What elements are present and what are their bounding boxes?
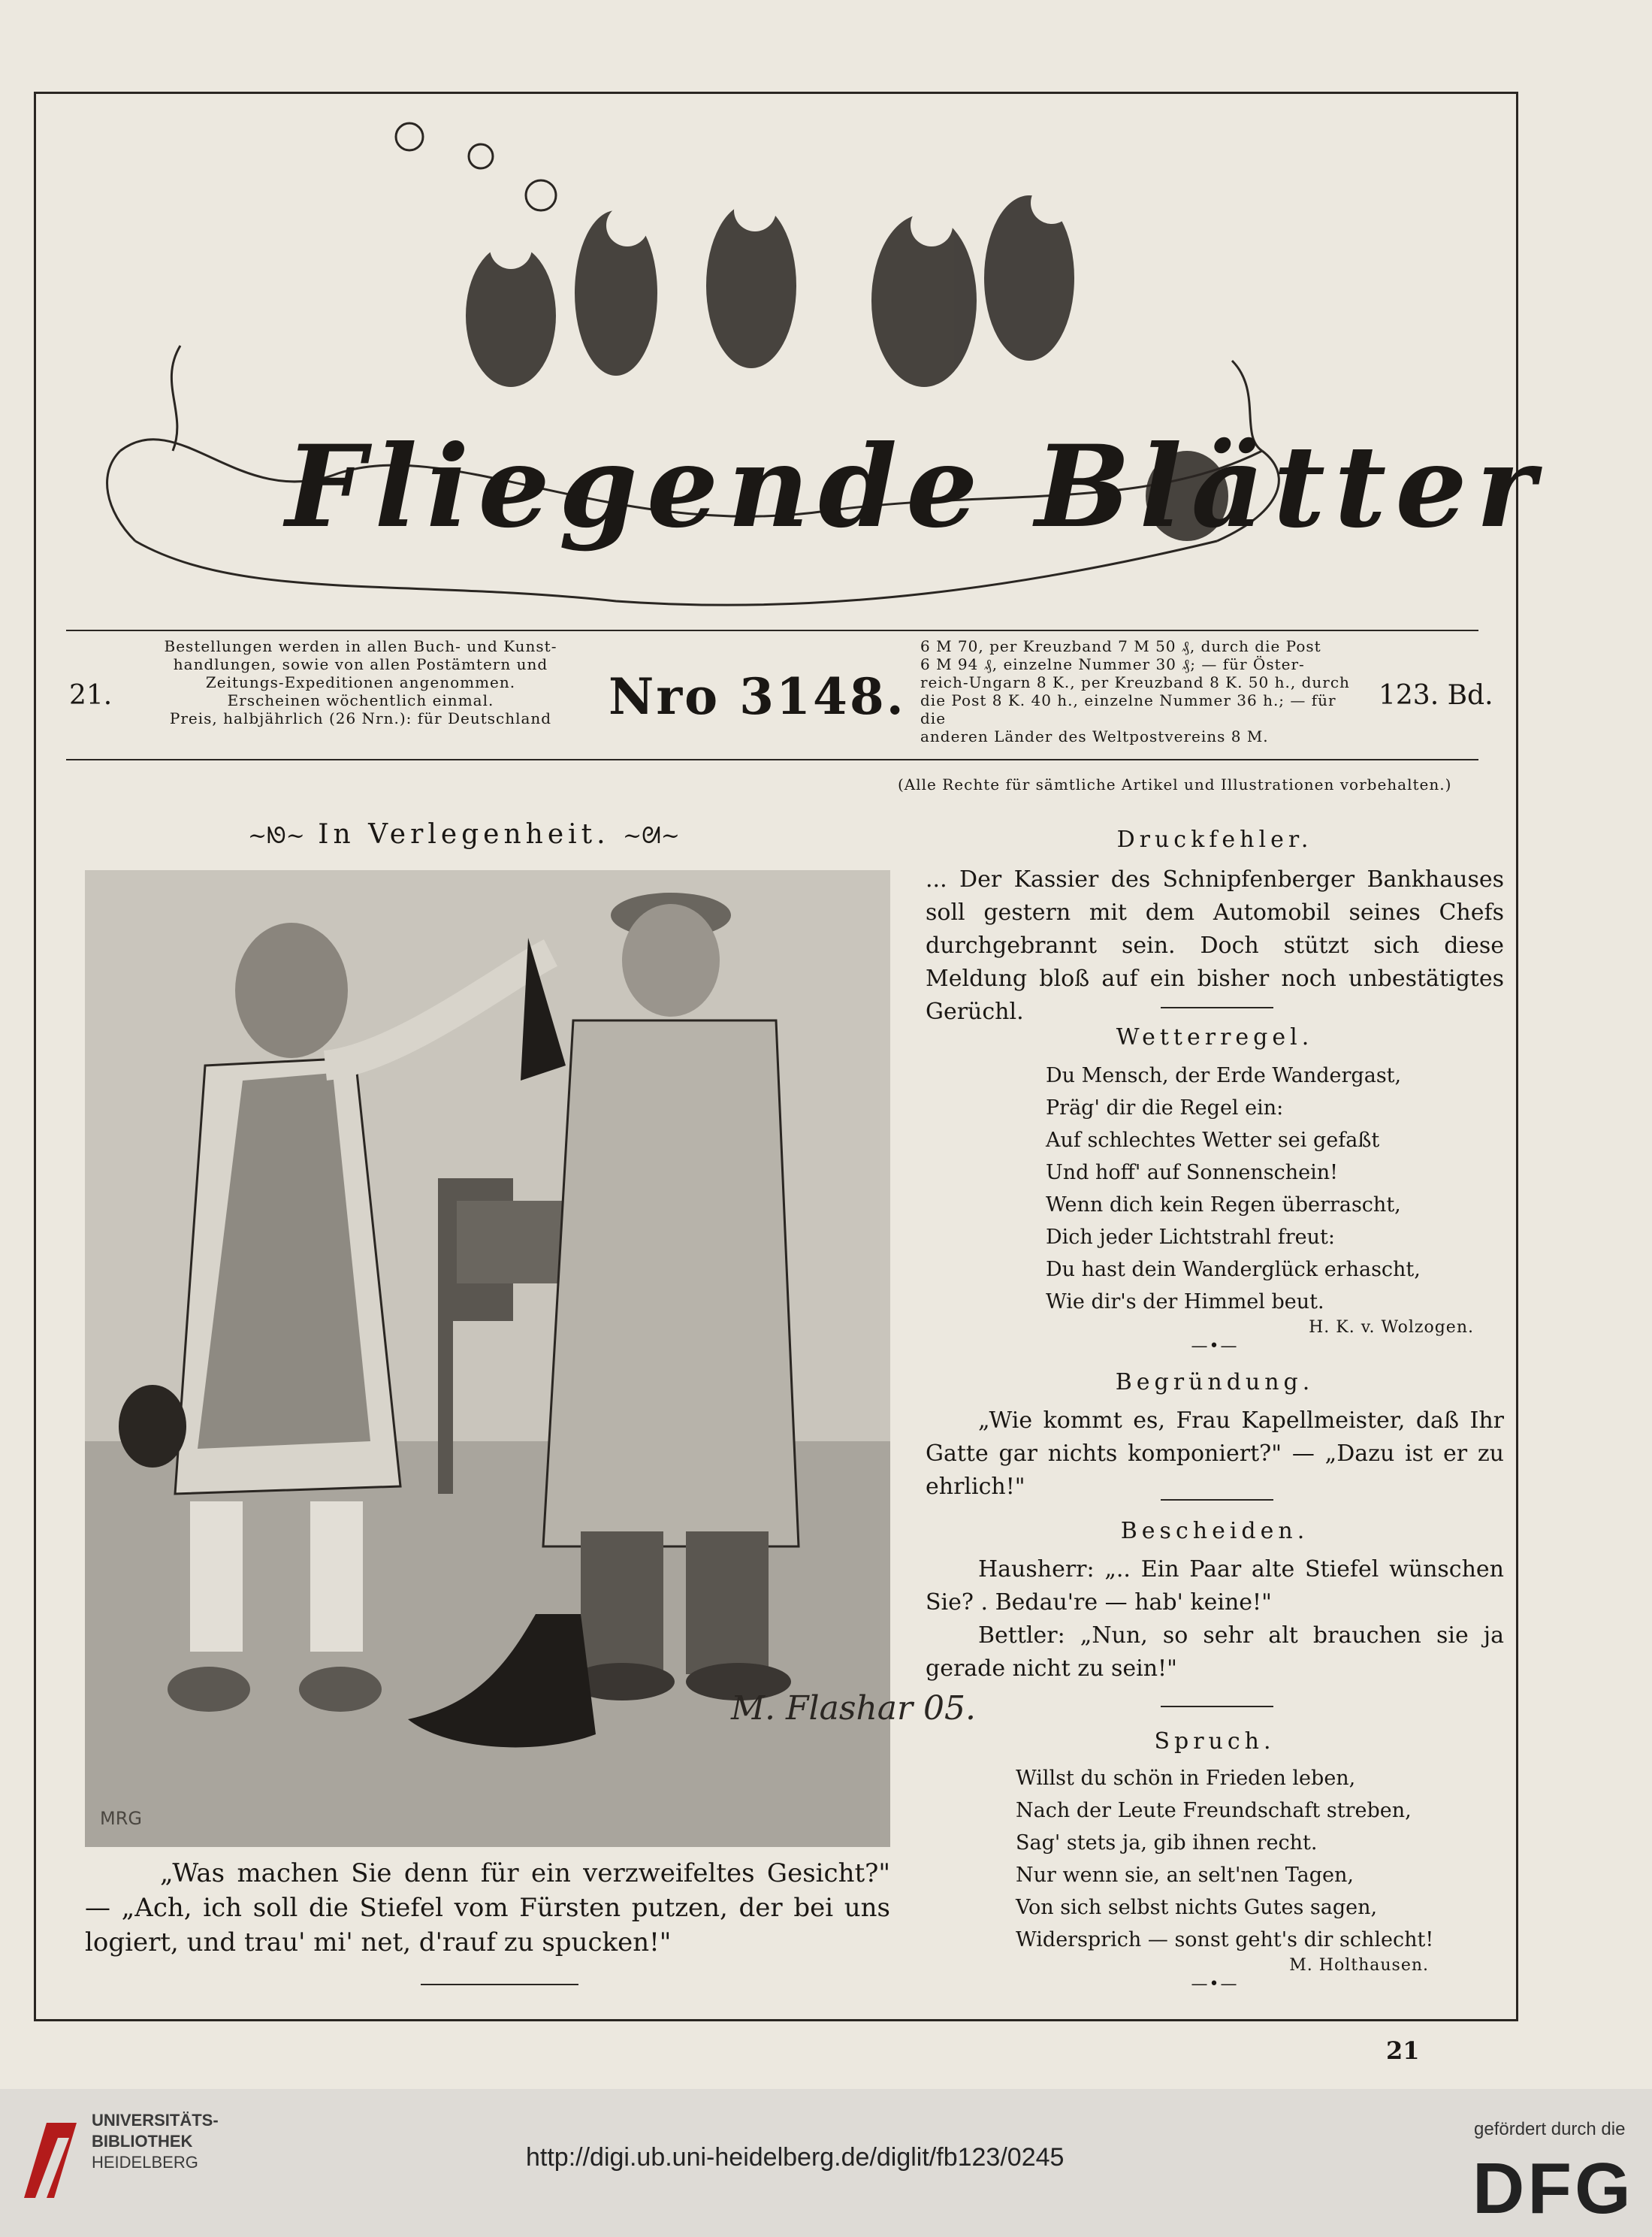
- dfg-logo[interactable]: DFG: [1472, 2148, 1634, 2229]
- poem-line: Wenn dich kein Regen überrascht,: [1046, 1193, 1401, 1217]
- section-title: Bescheiden.: [1120, 1518, 1309, 1544]
- section-title: Begründung.: [1115, 1369, 1315, 1395]
- poem-author: H. K. v. Wolzogen.: [1309, 1318, 1474, 1337]
- poem-line: Dich jeder Lichtstrahl freut:: [1046, 1226, 1335, 1249]
- masthead-title: Fliegende Blätter: [285, 421, 1545, 553]
- cartoon-illustration: [85, 870, 977, 1847]
- info-right-line: die Post 8 K. 40 h., einzelne Nummer 36 h.; — für die: [920, 691, 1336, 727]
- poem-line: Willst du schön in Frieden leben,: [1016, 1767, 1356, 1790]
- dash-ornament: —•—: [1191, 1337, 1239, 1356]
- info-right-line: 6 M 70, per Kreuzband 7 M 50 ₰, durch die Post: [920, 637, 1321, 655]
- section-text: Hausherr: „.. Ein Paar alte Stiefel wünschen Sie? . Bedau're — hab' keine!": [926, 1556, 1504, 1616]
- info-left-line: Preis, halbjährlich (26 Nrn.): für Deutschland: [169, 709, 552, 727]
- artist-signature: M. Flashar 05.: [731, 1689, 977, 1728]
- caption-rule: [421, 1984, 578, 1985]
- poem-line: Und hoff' auf Sonnenschein!: [1046, 1161, 1339, 1184]
- info-left-line: Erscheinen wöchentlich einmal.: [227, 691, 494, 709]
- poem-line: Du hast dein Wanderglück erhascht,: [1046, 1258, 1421, 1281]
- cartoon-title-text: In Verlegenheit.: [318, 819, 610, 850]
- subscription-info-right: [920, 637, 1364, 745]
- poem-line: Auf schlechtes Wetter sei gefaßt: [1046, 1129, 1380, 1152]
- section-text: „Wie kommt es, Frau Kapellmeister, daß Ihr Gatte gar nichts komponiert?" — „Dazu ist er zu ehrlich!": [926, 1407, 1504, 1500]
- poem-line: Präg' dir die Regel ein:: [1046, 1096, 1284, 1120]
- poem-line: Von sich selbst nichts Gutes sagen,: [1016, 1896, 1378, 1919]
- section-text: Bettler: „Nun, so sehr alt brauchen sie ja gerade nicht zu sein!": [926, 1622, 1504, 1682]
- info-left-line: handlungen, sowie von allen Postämtern und: [173, 655, 548, 673]
- subscription-info-left: [131, 637, 590, 727]
- issue-number: Nro 3148.: [609, 667, 906, 726]
- info-right-line: anderen Länder des Weltpostvereins 8 M.: [920, 727, 1269, 745]
- cartoon-drawing: [85, 870, 977, 1847]
- sponsor-note: gefördert durch die: [1474, 2119, 1626, 2139]
- page-number: 21: [1386, 2036, 1420, 2065]
- info-right-line: 6 M 94 ₰, einzelne Nummer 30 ₰; — für Öster-: [920, 655, 1305, 673]
- cartoon-title: [248, 819, 680, 850]
- section-rule: [1161, 1007, 1273, 1008]
- poem: [926, 1060, 1504, 1318]
- info-left-line: Bestellungen werden in allen Buch- und Kunst-: [164, 637, 557, 655]
- section-spruch: [926, 1728, 1504, 1994]
- info-right-line: reich-Ungarn 8 K., per Kreuzband 8 K. 50 h., durch: [920, 673, 1350, 691]
- section-title: Druckfehler.: [1116, 827, 1313, 853]
- section-title: Wetterregel.: [1116, 1024, 1314, 1050]
- volume-number: 123. Bd.: [1379, 680, 1493, 711]
- university-name-line: BIBLIOTHEK: [92, 2132, 193, 2151]
- section-wetterregel: [926, 1024, 1504, 1356]
- poem-line: Widersprich — sonst geht's dir schlecht!: [1016, 1928, 1434, 1951]
- poem-line: Nach der Leute Freundschaft streben,: [1016, 1799, 1412, 1822]
- university-name[interactable]: [92, 2110, 219, 2173]
- section-bescheiden: [926, 1518, 1504, 1685]
- monogram-signature: MRG: [100, 1808, 142, 1829]
- section-title: Spruch.: [1154, 1728, 1276, 1755]
- ornament-left: ~ᘚ~: [248, 823, 305, 849]
- section-text: ... Der Kassier des Schnipfenberger Bankhauses soll gestern mit dem Automobil seines Chefs durchgebrannt sein. Doch stützt sich diese Meldung bloß auf ein bisher noch unbestätigtes Gerüchl.: [926, 866, 1504, 1025]
- ornament-right: ~ᘛ~: [623, 823, 680, 849]
- university-name-line: UNIVERSITÄTS-: [92, 2111, 219, 2130]
- section-begruendung: [926, 1369, 1504, 1504]
- poem-line: Sag' stets ja, gib ihnen recht.: [1016, 1831, 1318, 1855]
- info-left-line: Zeitungs-Expeditionen angenommen.: [205, 673, 516, 691]
- poem: [926, 1762, 1504, 1956]
- permalink-url[interactable]: http://digi.ub.uni-heidelberg.de/diglit/fb123/0245: [526, 2143, 1065, 2172]
- year-number: 21.: [69, 680, 113, 711]
- section-rule: [1161, 1499, 1273, 1501]
- poem-line: Du Mensch, der Erde Wandergast,: [1046, 1064, 1402, 1087]
- dash-ornament: —•—: [1191, 1975, 1239, 1994]
- band-bottom-rule: [66, 759, 1478, 760]
- poem-line: Nur wenn sie, an selt'nen Tagen,: [1016, 1864, 1354, 1887]
- university-name-line: HEIDELBERG: [92, 2153, 198, 2172]
- rights-notice: (Alle Rechte für sämtliche Artikel und Illustrationen vorbehalten.): [898, 775, 1452, 794]
- band-top-rule: [66, 630, 1478, 631]
- section-druckfehler: [926, 827, 1504, 1029]
- poem-line: Wie dir's der Himmel beut.: [1046, 1290, 1324, 1313]
- university-logo[interactable]: [17, 2108, 84, 2209]
- section-rule: [1161, 1706, 1273, 1707]
- cartoon-caption: „Was machen Sie denn für ein verzweifeltes Gesicht?" — „Ach, ich soll die Stiefel vom Fürsten putzen, der bei uns logiert, und trau' mi' net, d'rauf zu spucken!": [85, 1858, 890, 1957]
- poem-author: M. Holthausen.: [1289, 1956, 1429, 1975]
